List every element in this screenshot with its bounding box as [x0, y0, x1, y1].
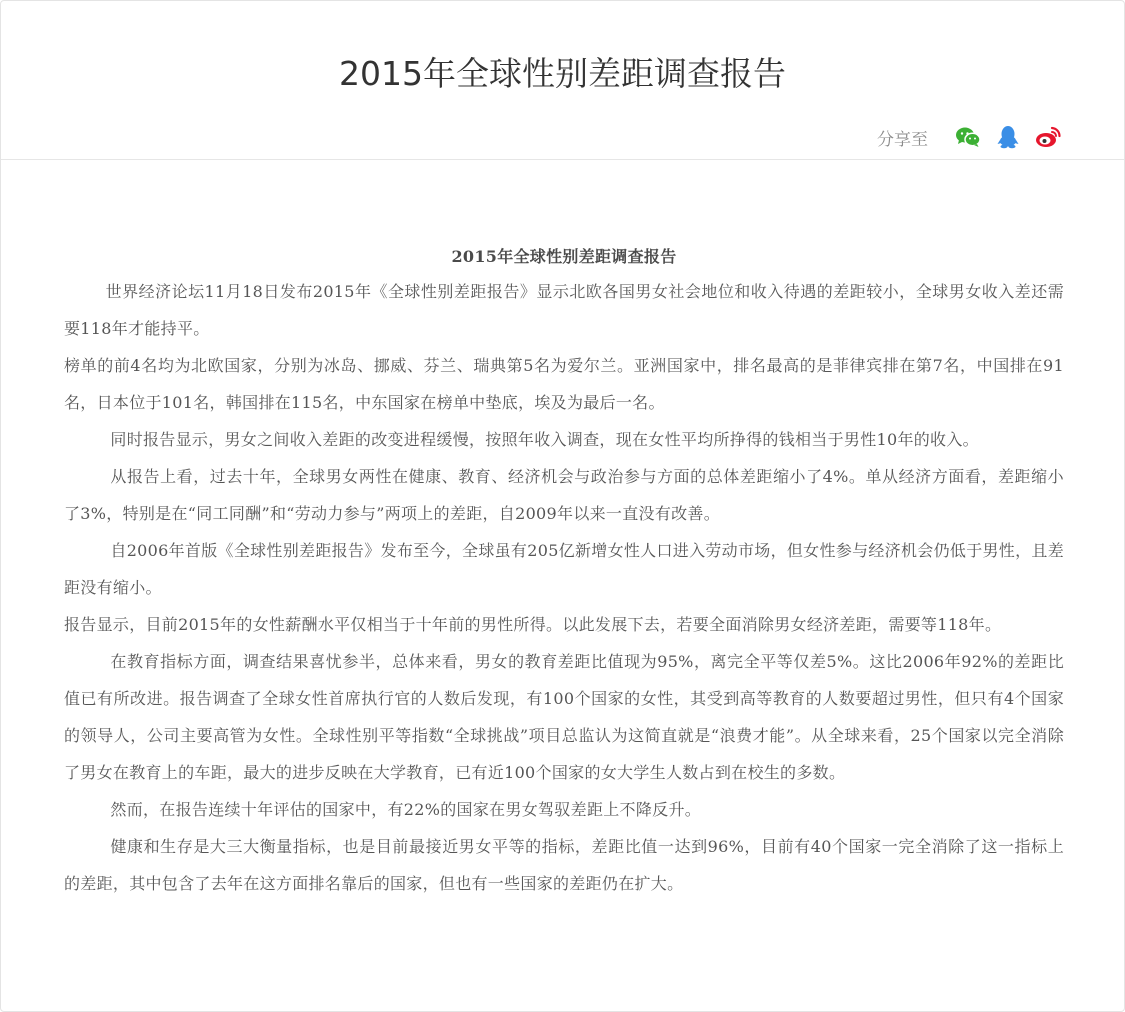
article-paragraph: 自2006年首版《全球性别差距报告》发布至今，全球虽有205亿新增女性人口进入劳动市场，但女性参与经济机会仍低于男性，且差距没有缩小。: [64, 541, 1064, 597]
article-paragraph: 然而，在报告连续十年评估的国家中，有22%的国家在男女驾驭差距上不降反升。: [110, 800, 702, 819]
article-paragraph: 健康和生存是大三大衡量指标，也是目前最接近男女平等的指标，差距比值一达到96%，目前有40个国家一完全消除了这一指标上的差距，其中包含了去年在这方面排名靠后的国家，但也有一些国家的差距仍在扩大。: [64, 837, 1064, 893]
qq-penguin-icon: [997, 125, 1019, 149]
article-paragraph: 同时报告显示，男女之间收入差距的改变进程缓慢，按照年收入调查，现在女性平均所挣得的钱相当于男性10年的收入。: [110, 430, 979, 449]
page-title: 2015年全球性别差距调查报告: [339, 54, 786, 93]
article-paragraph: 报告显示，目前2015年的女性薪酬水平仅相当于十年前的男性所得。以此发展下去，若要全面消除男女经济差距，需要等118年。: [64, 615, 1002, 634]
share-bar: [877, 121, 1062, 153]
article-body: [64, 241, 1064, 902]
article-paragraph: 世界经济论坛11月18日发布2015年《全球性别差距报告》显示北欧各国男女社会地位和收入待遇的差距较小，全球男女收入差还需要118年才能持平。: [64, 282, 1064, 338]
article-heading: 2015年全球性别差距调查报告: [451, 247, 677, 266]
page-header: [1, 1, 1124, 160]
article-paragraph: 从报告上看，过去十年，全球男女两性在健康、教育、经济机会与政治参与方面的总体差距缩小了4%。单从经济方面看，差距缩小了3%，特别是在“同工同酬”和“劳动力参与”两项上的差距，自2009年以来一直没有改善。: [64, 467, 1064, 523]
qq-share-button[interactable]: [994, 123, 1022, 151]
wechat-icon: [955, 126, 981, 148]
article-paragraph: 榜单的前4名均为北欧国家，分别为冰岛、挪威、芬兰、瑞典第5名为爱尔兰。亚洲国家中，排名最高的是菲律宾排在第7名，中国排在91名，日本位于101名，韩国排在115名，中东国家在榜单中垫底，埃及为最后一名。: [64, 356, 1064, 412]
share-label: 分享至: [877, 129, 928, 150]
weibo-share-button[interactable]: [1034, 123, 1062, 151]
weibo-icon: [1035, 126, 1061, 148]
article-paragraph: 在教育指标方面，调查结果喜忧参半，总体来看，男女的教育差距比值现为95%，离完全平等仅差5%。这比2006年92%的差距比值已有所改进。报告调查了全球女性首席执行官的人数后发现，有100个国家的女性，其受到高等教育的人数要超过男性，但只有4个国家的领导人，公司主要高管为女性。全球性别平等指数“全球挑战”项目总监认为这简直就是“浪费才能”。从全球来看，25个国家以完全消除了男女在教育上的车距，最大的进步反映在大学教育，已有近100个国家的女大学生人数占到在校生的多数。: [64, 652, 1064, 782]
wechat-share-button[interactable]: [954, 123, 982, 151]
